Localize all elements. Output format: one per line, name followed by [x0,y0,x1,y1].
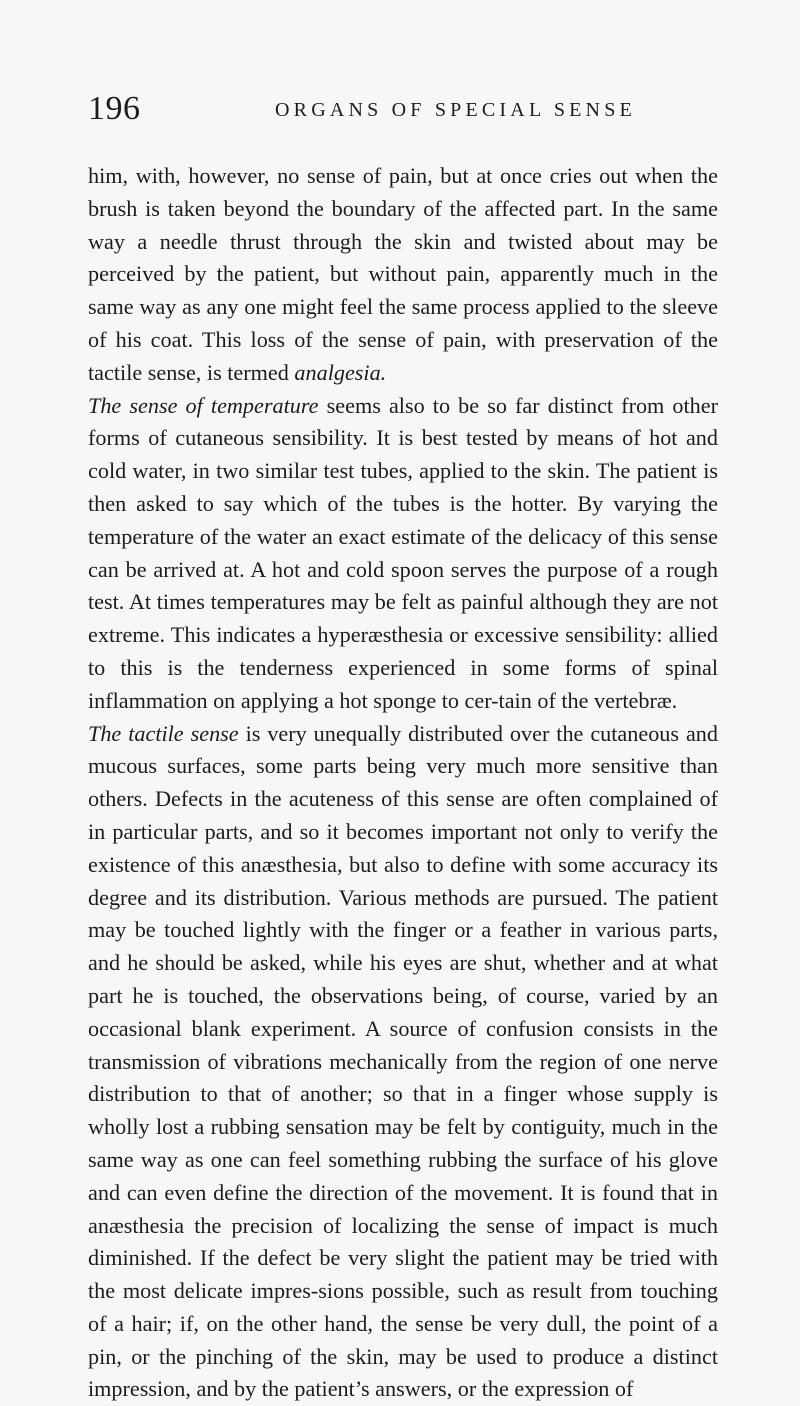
paragraph-analgesia [88,160,718,390]
body-text [88,160,718,1406]
page-number: 196 [88,90,141,127]
italic-term-analgesia: analgesia. [294,359,387,385]
paragraph-tactile [88,718,718,1406]
paragraph-text: is very unequally distributed over the cutaneous and mucous surfaces, some parts being very much more sensitive than others. Defects in the acuteness of this sense are often complained of in particular parts, and so it becomes important not only to verify the existence of this anæsthesia, but also to define with some accuracy its degree and its distribution. Various methods are pursued. The patient may be touched lightly with the finger or a feather in various parts, and he should be asked, while his eyes are shut, whether and at what part he is touched, the observations being, of course, varied by an occasional blank experiment. A source of confusion consists in the transmission of vibrations mechanically from the region of one nerve distribution to that of another; so that in a finger whose supply is wholly lost a rubbing sensation may be felt by contiguity, much in the same way as one can feel something rubbing the surface of his glove and can even define the direction of the movement. It is found that in anæsthesia the precision of localizing the sense of impact is much diminished. If the defect be very slight the patient may be tried with the most delicate impres-sions possible, such as result from touching of a hair; if, on the other hand, the sense be very dull, the point of a pin, or the pinching of the skin, may be used to produce a distinct impression, and by the patient’s answers, or the expression of [88,720,718,1402]
page-header [88,92,718,132]
running-head: ORGANS OF SPECIAL SENSE [275,99,636,121]
paragraph-temperature [88,390,718,718]
paragraph-text: him, with, however, no sense of pain, but at once cries out when the brush is taken beyond the boundary of the affected part. In the same way a needle thrust through the skin and twisted about may be perceived by the patient, but without pain, apparently much in the same way as any one might feel the same process applied to the sleeve of his coat. This loss of the sense of pain, with preservation of the tactile sense, is termed [88,163,718,385]
italic-heading-tactile: The tactile sense [88,720,239,746]
italic-heading-temperature: The sense of temperature [88,392,319,418]
paragraph-text: seems also to be so far distinct from other forms of cutaneous sensibility. It is best tested by means of hot and cold water, in two similar test tubes, applied to the skin. The patient is then asked to say which of the tubes is the hotter. By varying the temperature of the water an exact estimate of the delicacy of this sense can be arrived at. A hot and cold spoon serves the purpose of a rough test. At times temperatures may be felt as painful although they are not extreme. This indicates a hyperæsthesia or excessive sensibility: allied to this is the tenderness experienced in some forms of spinal inflammation on applying a hot sponge to cer-tain of the vertebræ. [88,392,718,713]
